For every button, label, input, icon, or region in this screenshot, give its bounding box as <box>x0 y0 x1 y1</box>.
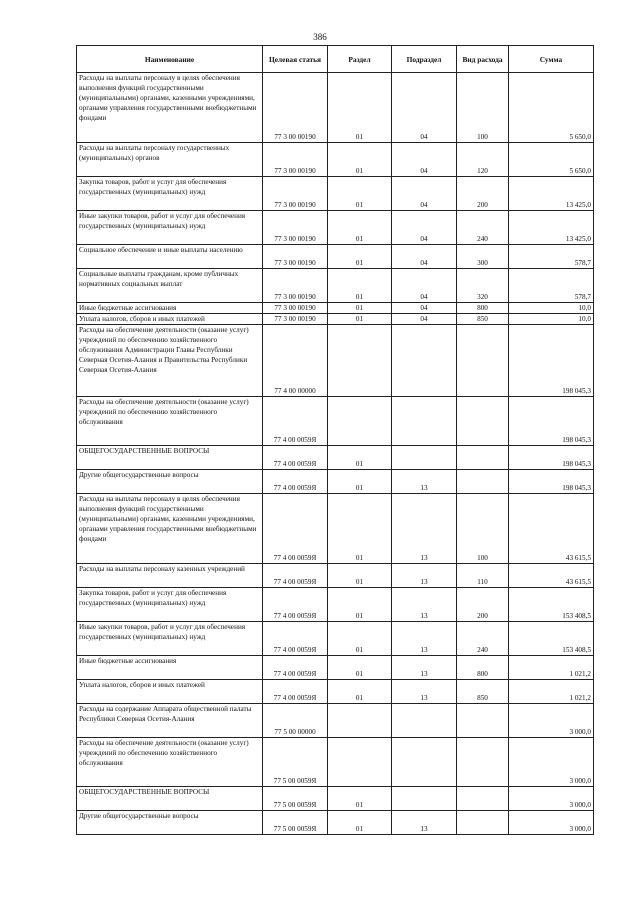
table-row <box>77 446 594 470</box>
row-razdel <box>328 704 392 738</box>
table-row <box>77 211 594 245</box>
row-name: Закупка товаров, работ и услуг для обеспечения государственных (муниципальных) нужд <box>77 588 263 622</box>
row-podrazdel <box>392 704 457 738</box>
row-razdel: 01 <box>328 73 392 143</box>
row-vid: 300 <box>457 245 509 269</box>
row-podrazdel: 04 <box>392 314 457 325</box>
header-vid: Вид расхода <box>457 46 509 73</box>
row-summa: 1 021,2 <box>509 680 594 704</box>
row-summa: 578,7 <box>509 245 594 269</box>
budget-table <box>76 45 594 835</box>
row-vid: 200 <box>457 588 509 622</box>
row-code: 77 3 00 00190 <box>263 314 328 325</box>
table-row <box>77 738 594 787</box>
row-podrazdel: 13 <box>392 680 457 704</box>
row-podrazdel: 13 <box>392 494 457 564</box>
row-vid <box>457 738 509 787</box>
row-code: 77 4 00 0059Я <box>263 564 328 588</box>
table-row <box>77 397 594 446</box>
row-code: 77 5 00 0059Я <box>263 738 328 787</box>
header-razdel: Раздел <box>328 46 392 73</box>
row-vid <box>457 787 509 811</box>
table-row <box>77 269 594 303</box>
row-name: Уплата налогов, сборов и иных платежей <box>77 680 263 704</box>
row-razdel: 01 <box>328 314 392 325</box>
row-code: 77 3 00 00190 <box>263 73 328 143</box>
row-podrazdel: 04 <box>392 269 457 303</box>
row-podrazdel <box>392 738 457 787</box>
row-name: Расходы на выплаты персоналу в целях обеспечения выполнения функций государственными (муниципальными) органами, казенными учреждениями, органами управления государственными внебюджетными фондами <box>77 494 263 564</box>
row-name: ОБЩЕГОСУДАРСТВЕННЫЕ ВОПРОСЫ <box>77 446 263 470</box>
row-razdel <box>328 325 392 397</box>
row-summa: 198 045,3 <box>509 446 594 470</box>
table-row <box>77 588 594 622</box>
table-row <box>77 73 594 143</box>
row-name: Расходы на обеспечение деятельности (оказание услуг) учреждений по обеспечению хозяйственного обслуживания Администрации Главы Республики Северная Осетия-Алания и Правительства Республики Северная Осетия-Алания <box>77 325 263 397</box>
row-vid: 100 <box>457 73 509 143</box>
row-vid <box>457 325 509 397</box>
row-code: 77 4 00 0059Я <box>263 656 328 680</box>
row-summa: 1 021,2 <box>509 656 594 680</box>
table-row <box>77 622 594 656</box>
row-code: 77 4 00 0059Я <box>263 494 328 564</box>
row-vid: 100 <box>457 494 509 564</box>
row-podrazdel: 04 <box>392 211 457 245</box>
row-name: ОБЩЕГОСУДАРСТВЕННЫЕ ВОПРОСЫ <box>77 787 263 811</box>
row-podrazdel: 13 <box>392 811 457 835</box>
row-name: Расходы на обеспечение деятельности (оказание услуг) учреждений по обеспечению хозяйственного обслуживания <box>77 738 263 787</box>
row-razdel: 01 <box>328 656 392 680</box>
row-summa: 3 000,0 <box>509 787 594 811</box>
row-summa: 10,0 <box>509 303 594 314</box>
row-podrazdel: 04 <box>392 245 457 269</box>
row-vid: 110 <box>457 564 509 588</box>
table-row <box>77 245 594 269</box>
row-summa: 153 408,5 <box>509 588 594 622</box>
row-code: 77 5 00 00000 <box>263 704 328 738</box>
row-razdel: 01 <box>328 622 392 656</box>
row-podrazdel: 04 <box>392 73 457 143</box>
row-razdel: 01 <box>328 245 392 269</box>
row-summa: 13 425,0 <box>509 211 594 245</box>
row-summa: 10,0 <box>509 314 594 325</box>
row-summa: 3 000,0 <box>509 738 594 787</box>
row-vid: 800 <box>457 303 509 314</box>
row-razdel: 01 <box>328 177 392 211</box>
row-vid: 240 <box>457 211 509 245</box>
row-name: Другие общегосударственные вопросы <box>77 470 263 494</box>
row-summa: 3 000,0 <box>509 811 594 835</box>
row-razdel: 01 <box>328 787 392 811</box>
row-summa: 153 408,5 <box>509 622 594 656</box>
row-vid <box>457 704 509 738</box>
table-row <box>77 811 594 835</box>
row-podrazdel <box>392 787 457 811</box>
row-vid: 200 <box>457 177 509 211</box>
row-razdel: 01 <box>328 680 392 704</box>
row-razdel <box>328 738 392 787</box>
row-podrazdel: 13 <box>392 470 457 494</box>
row-razdel: 01 <box>328 564 392 588</box>
table-row <box>77 303 594 314</box>
row-name: Закупка товаров, работ и услуг для обеспечения государственных (муниципальных) нужд <box>77 177 263 211</box>
row-podrazdel <box>392 397 457 446</box>
row-razdel: 01 <box>328 446 392 470</box>
row-vid: 850 <box>457 314 509 325</box>
table-row <box>77 177 594 211</box>
row-summa: 5 650,0 <box>509 143 594 177</box>
row-summa: 5 650,0 <box>509 73 594 143</box>
row-summa: 198 045,3 <box>509 470 594 494</box>
row-name: Расходы на обеспечение деятельности (оказание услуг) учреждений по обеспечению хозяйственного обслуживания <box>77 397 263 446</box>
header-name: Наименование <box>77 46 263 73</box>
row-podrazdel: 13 <box>392 622 457 656</box>
row-podrazdel <box>392 325 457 397</box>
row-code: 77 5 00 0059Я <box>263 787 328 811</box>
table-row <box>77 470 594 494</box>
table-header-row <box>77 46 594 73</box>
row-name: Другие общегосударственные вопросы <box>77 811 263 835</box>
row-code: 77 3 00 00190 <box>263 303 328 314</box>
row-summa: 198 045,3 <box>509 325 594 397</box>
table-row <box>77 314 594 325</box>
row-vid: 800 <box>457 656 509 680</box>
row-podrazdel: 13 <box>392 656 457 680</box>
table-row <box>77 143 594 177</box>
row-vid <box>457 446 509 470</box>
row-razdel: 01 <box>328 811 392 835</box>
row-podrazdel: 04 <box>392 177 457 211</box>
row-razdel: 01 <box>328 211 392 245</box>
row-summa: 578,7 <box>509 269 594 303</box>
row-razdel: 01 <box>328 269 392 303</box>
row-podrazdel <box>392 446 457 470</box>
row-code: 77 5 00 0059Я <box>263 811 328 835</box>
row-code: 77 3 00 00190 <box>263 245 328 269</box>
row-code: 77 3 00 00190 <box>263 211 328 245</box>
row-razdel: 01 <box>328 303 392 314</box>
row-razdel <box>328 397 392 446</box>
row-summa: 43 615,5 <box>509 564 594 588</box>
row-razdel: 01 <box>328 143 392 177</box>
row-name: Иные закупки товаров, работ и услуг для обеспечения государственных (муниципальных) нужд <box>77 211 263 245</box>
row-name: Социальное обеспечение и иные выплаты населению <box>77 245 263 269</box>
row-code: 77 4 00 0059Я <box>263 470 328 494</box>
header-code: Целевая статья <box>263 46 328 73</box>
row-summa: 43 615,5 <box>509 494 594 564</box>
row-name: Уплата налогов, сборов и иных платежей <box>77 314 263 325</box>
row-name: Иные закупки товаров, работ и услуг для обеспечения государственных (муниципальных) нужд <box>77 622 263 656</box>
row-code: 77 3 00 00190 <box>263 177 328 211</box>
table-row <box>77 656 594 680</box>
row-code: 77 3 00 00190 <box>263 143 328 177</box>
row-vid: 850 <box>457 680 509 704</box>
table-row <box>77 787 594 811</box>
table-row <box>77 564 594 588</box>
row-razdel: 01 <box>328 470 392 494</box>
row-code: 77 4 00 0059Я <box>263 622 328 656</box>
row-vid: 120 <box>457 143 509 177</box>
row-code: 77 4 00 00000 <box>263 325 328 397</box>
row-razdel: 01 <box>328 494 392 564</box>
row-name: Иные бюджетные ассигнования <box>77 656 263 680</box>
table-row <box>77 680 594 704</box>
row-podrazdel: 04 <box>392 143 457 177</box>
row-code: 77 4 00 0059Я <box>263 680 328 704</box>
table-row <box>77 325 594 397</box>
table-row <box>77 704 594 738</box>
row-podrazdel: 04 <box>392 303 457 314</box>
row-name: Расходы на выплаты персоналу казенных учреждений <box>77 564 263 588</box>
header-summa: Сумма <box>509 46 594 73</box>
row-vid <box>457 470 509 494</box>
row-code: 77 3 00 00190 <box>263 269 328 303</box>
row-name: Иные бюджетные ассигнования <box>77 303 263 314</box>
row-code: 77 4 00 0059Я <box>263 446 328 470</box>
row-summa: 198 045,3 <box>509 397 594 446</box>
row-name: Социальные выплаты гражданам, кроме публичных нормативных социальных выплат <box>77 269 263 303</box>
row-name: Расходы на содержание Аппарата общественной палаты Республики Северная Осетия-Алания <box>77 704 263 738</box>
row-name: Расходы на выплаты персоналу государственных (муниципальных) органов <box>77 143 263 177</box>
page-number: 386 <box>313 32 327 42</box>
row-vid <box>457 811 509 835</box>
row-razdel: 01 <box>328 588 392 622</box>
row-name: Расходы на выплаты персоналу в целях обеспечения выполнения функций государственными (муниципальными) органами, казенными учреждениями, органами управления государственными внебюджетными фондами <box>77 73 263 143</box>
row-vid <box>457 397 509 446</box>
table-row <box>77 494 594 564</box>
row-summa: 13 425,0 <box>509 177 594 211</box>
row-vid: 320 <box>457 269 509 303</box>
row-podrazdel: 13 <box>392 564 457 588</box>
row-code: 77 4 00 0059Я <box>263 588 328 622</box>
row-code: 77 4 00 0059Я <box>263 397 328 446</box>
row-vid: 240 <box>457 622 509 656</box>
row-summa: 3 000,0 <box>509 704 594 738</box>
row-podrazdel: 13 <box>392 588 457 622</box>
header-podrazdel: Подраздел <box>392 46 457 73</box>
